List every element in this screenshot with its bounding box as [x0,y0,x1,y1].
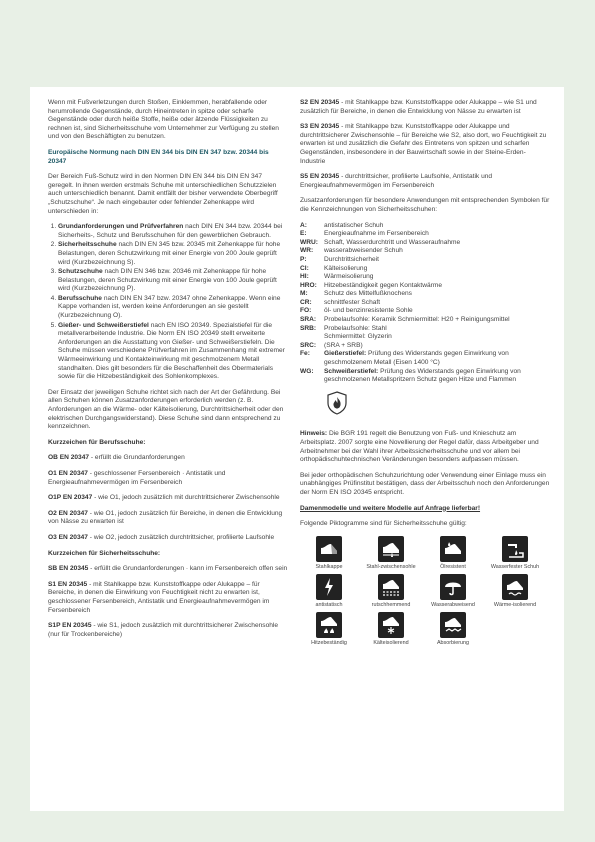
symbol-row: WRU: Schaft, Wasserdurchtritt und Wasseraufnahme [300,238,461,246]
heat-insulation-icon [502,574,528,600]
cold-insulation-icon [378,612,404,638]
symbol-row: Fe: Gießerstiefel: Prüfung des Widerstands gegen Einwirkung von geschmolzenem Metall (Eisen 1400 °C) [300,350,550,367]
einsatz-paragraph: Der Einsatz der jeweiligen Schuhe richtet sich nach der Art der Gefährdung. Bei allen Schuhen können Zusatzanforderungen erforderlich werden (z. B. Anforderungen an die Wärme- oder Kälteisolierung, Durchtrittsicherheit oder den elektrischen Durchgangswiderstand). Diese Schuhe sind dann entsprechend zu kennzeichnen. [48,388,284,431]
heat-hazard-shield-icon [326,391,348,415]
berufsschuhe-heading: Kurzzeichen für Berufsschuhe: [48,438,146,446]
picto-row [300,574,550,608]
symbol-row: SRA: Probelaufsohle: Keramik Schmiermittel: H20 + Reinigungsmittel [300,316,510,324]
picto-item: Wasserfester Schuh [486,536,544,570]
water-repellent-icon [440,574,466,600]
code-entry: S1 EN 20345 - mit Stahlkappe bzw. Kunststoffkappe oder Alukappe – für Bereiche, in denen die Einwirkung von Feuchtigkeit nicht zu erwarten ist, geschlossener Fersenbereich, Antistatik und Energieaufnahmevermögen im Fersenbereich [48,580,270,614]
symbol-row: E: Energieaufnahme im Fersenbereich [300,230,429,238]
symbol-row: SRB: Probelaufsohle: Stahl [300,324,387,332]
code-entry: O2 EN 20347 - wie O1, jedoch zusätzlich für Bereiche, in denen die Entwicklung von Nässe zu erwarten ist [48,509,283,526]
code-entry: S5 EN 20345 - durchtrittsicher, profilierte Laufsohle, Antistatik und Energieaufnahmevermögen im Fersenbereich [300,173,493,189]
symbol-row: SRC: (SRA + SRB) [300,341,363,349]
picto-item: Wasserabweisend [424,574,482,608]
slip-resistant-icon [378,574,404,600]
symbol-row: HI: Wärmeisolierung [300,273,374,281]
heat-resistant-icon [316,612,342,638]
picto-item: Stahlkappe [300,536,358,570]
left-column [48,99,288,646]
damen-notice: Damenmodelle und weitere Modelle auf Anfrage lieferbar! [300,504,481,512]
sicherheitsschuhe-heading: Kurzzeichen für Sicherheitsschuhe: [48,549,161,557]
code-entry: O1 EN 20347 - geschlossener Fersenbereich · Antistatik und Energieaufnahmevermögen im Fersenbereich [48,469,226,486]
picto-item: Hitzebeständig [300,612,358,646]
picto-item: Stahl-zwischensohle [362,536,420,570]
symbol-list [300,222,550,385]
intro-paragraph: Wenn mit Fußverletzungen durch Stoßen, Einklemmen, herabfallende oder herumrollende Gegenstände, durch Hineintreten in spitze oder scharfe Gegenstände oder durch heiße Stoffe, heiße oder ätzende Flüssigkeiten zu rechnen ist, sind Sicherheitsschuhe vom Unternehmer zur Verfügung zu stellen und von den Beschäftigten zu benutzen. [48,99,279,141]
code-entry: O1P EN 20347 - wie O1, jedoch zusätzlich mit durchtrittsicherer Zwischensohle [48,494,280,502]
code-entry: S1P EN 20345 - wie S1, jedoch zusätzlich mit durchtrittsicherer Zwischensohle (nur für Trockenbereiche) [48,622,279,638]
list-item: 1. Grundanforderungen und Prüfverfahren nach DIN EN 344 bzw. 20344 bei Sicherheits-, Schutz und Berufsschuhen für den gewerblichen Gebrauch. [58,223,288,240]
symbol-row: CI: Kälteisolierung [300,264,368,272]
picto-item: Absorbierung [424,612,482,646]
norm-heading: Europäische Normung nach DIN EN 344 bis DIN EN 347 bzw. 20344 bis 20347 [48,148,269,165]
symbol-row: WR: wasserabweisender Schuh [300,247,403,255]
picto-row [300,612,550,646]
symbol-bold-label: Schweißerstiefel: [324,367,379,375]
zusatz-paragraph: Zusatzanforderungen für besondere Anwendungen mit entsprechenden Symbolen für die Kennzeichnungen von Sicherheitsschuhen: [300,197,550,213]
picto-item: Wärme-isolierend [486,574,544,608]
shock-absorbing-icon [440,612,466,638]
document-page [30,87,564,811]
steel-midsole-icon [378,536,404,562]
right-column [300,99,550,646]
code-entry: OB EN 20347 - erfüllt die Grundanforderungen [48,454,185,462]
hinweis-paragraph: Hinweis: Die BGR 191 regelt die Benutzung von Fuß- und Knieschutz am Arbeitsplatz. 2007 sorgte eine Novellierung der Regel dafür, dass Arbeitgeber und Arbeitnehmer bei der Wahl ihrer Arbeitssicherheitsschuhe und vor allem bei orthopädischuhtechnischen Veränderungen besonders aufpassen müssen. [300,430,539,464]
symbol-row: FO: öl- und benzinresistente Sohle [300,307,413,315]
symbol-row: A: antistatischer Schuh [300,221,384,229]
ortho-paragraph: Bei jeder orthopädischen Schuhzurichtung oder Verwendung einer Einlage muss ein unabhängiges Prüfinstitut bestätigen, dass der Arbeitsschuh noch den Anforderungen der Norm EN ISO 20345 entspricht. [300,471,550,496]
symbol-row: WG: Schweißerstiefel: Prüfung des Widerstands gegen Einwirkung von geschmolzenen Metallspritzern Schutz gegen Hitze und Flammen [300,368,550,385]
oil-resistant-icon [440,536,466,562]
symbol-row: Schmiermittel: Glyzerin [324,333,392,341]
shoe-type-list [48,223,288,382]
list-item: 2. Sicherheitsschuhe nach DIN EN 345 bzw. 20345 mit Zehenkappe für hohe Belastungen, deren Schutzwirkung mit einer Energie von 200 Joule geprüft wird (Kurzbezeichnung S). [58,241,288,267]
code-entry: SB EN 20345 - erfüllt die Grundanforderungen · kann im Fersenbereich offen sein [48,565,288,573]
code-entry: O3 EN 20347 - wie O2, jedoch zusätzlich durchtrittsicher, profilierte Laufsohle [48,533,275,541]
list-item: 4. Berufsschuhe nach DIN EN 347 bzw. 20347 ohne Zehenkappe. Wenn eine Kappe vorhanden ist, werden keine Anforderungen an sie gestellt (Kurzbezeichnung O). [58,295,288,321]
symbol-row: HRO: Hitzebeständigkeit gegen Kontaktwärme [300,281,443,289]
symbol-row: P: Durchtrittsicherheit [300,255,379,263]
code-entry: S3 EN 20345 - mit Stahlkappe bzw. Kunststoffkappe oder Alukappe und durchtrittsicherer Zwischensohle – für Bereiche wie S2, also dort, wo Feuchtigkeit zu erwarten ist und zusätzlich die Gefahr des Eintretens von spitzen und scharfen Gegenständen, insbesondere in der Bauwirtschaft sowie in der Steine-Erden-Industrie [300,123,547,165]
antistatic-icon [316,574,342,600]
symbol-row: M: Schutz des Mittelfußknochens [300,290,412,298]
list-item: 5. Gießer- und Schweißerstiefel nach EN ISO 20349. Spezialstiefel für die metallverarbeitende Industrie. Die Norm EN ISO 20349 stellt erweiterte Anforderungen an die Ausstattung von Gießer- und Schweißerstiefeln. Die Schuhe müssen verschiedene Prüfverfahren im Zusammenhang mit extremer Wärmeeinwirkung und Kontakteinwirkung mit geschmolzenem Metall standhalten. Dies gilt besonders für die Beschaffenheit des Obermaterials sowie für die Hitzebeständigkeit des Sohlenkomplexes. [58,322,288,382]
picto-intro: Folgende Piktogramme sind für Sicherheitsschuhe gültig: [300,520,467,528]
picto-item: Kälteisolierend [362,612,420,646]
steel-cap-icon [316,536,342,562]
picto-item: rutschhemmend [362,574,420,608]
symbol-rich-text: Schweißerstiefel: Prüfung des Widerstands gegen Einwirkung von geschmolzenen Metallspritzern Schutz gegen Hitze und Flammen [324,367,521,384]
symbol-bold-label: Gießerstiefel: [324,350,367,358]
waterproof-icon [502,536,528,562]
picto-item: Ölresistent [424,536,482,570]
code-entry: S2 EN 20345 - mit Stahlkappe bzw. Kunststoffkappe oder Alukappe – wie S1 und zusätzlich für Bereiche, in denen die Entwicklung von Nässe zu erwarten ist [300,99,537,115]
norm-paragraph: Der Bereich Fuß-Schutz wird in den Normen DIN EN 344 bis DIN EN 347 geregelt. In ihnen werden erstmals Schuhe mit unterschiedlichen Schutzzielen auch unterschiedlich benannt. Damit entfällt der bisher verwendete Oberbegriff „Schutzschuhe“. Je nach eingebauter oder fehlender Zehenkappe wird unterschieden in: [48,173,278,215]
symbol-row: CR: schnittfester Schaft [300,298,381,306]
symbol-rich-text: Gießerstiefel: Prüfung des Widerstands gegen Einwirkung von geschmolzenem Metall (Eisen 1400 °C) [324,350,509,367]
list-item: 3. Schutzschuhe nach DIN EN 346 bzw. 20346 mit Zehenkappe für hohe Belastungen, deren Schutzwirkung mit einer Energie von 100 Joule geprüft wird (Kurzbezeichnung P). [58,268,288,294]
picto-row [300,536,550,570]
picto-item: antistatisch [300,574,358,608]
